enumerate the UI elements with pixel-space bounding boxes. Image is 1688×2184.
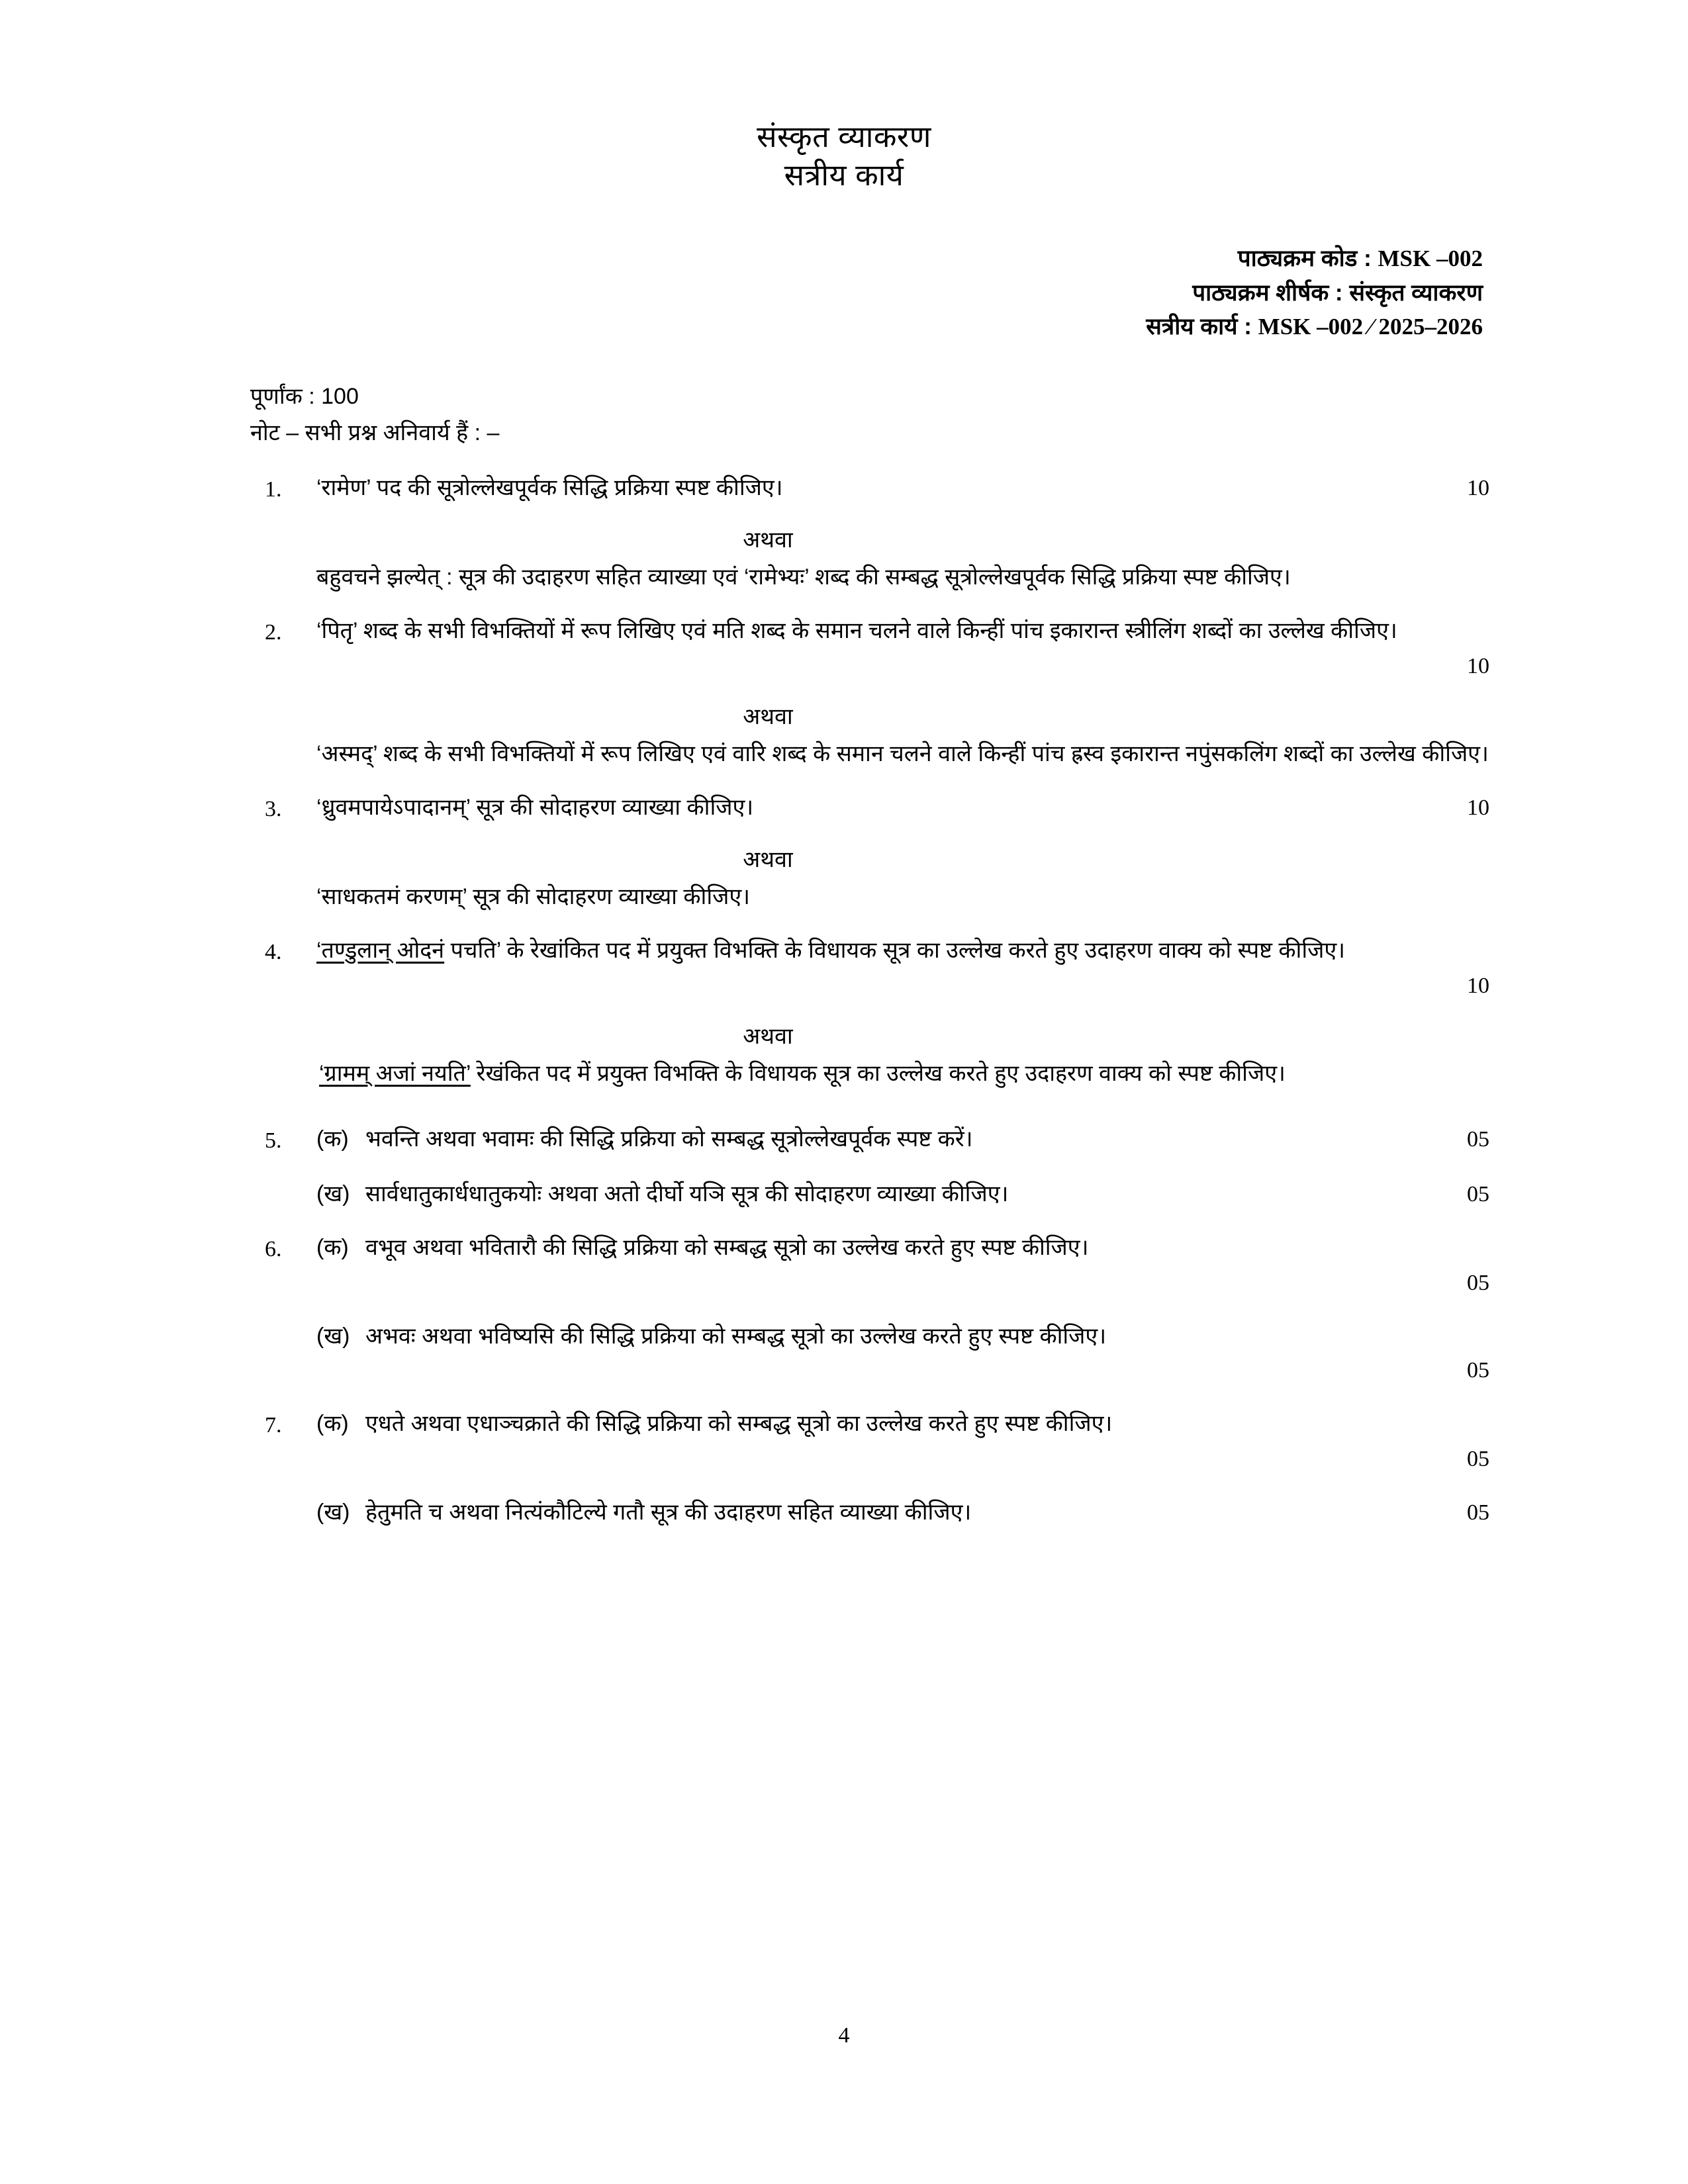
question-number-spacer <box>265 1496 316 1497</box>
question-number: 7. <box>265 1412 282 1437</box>
question-number-spacer <box>265 1320 316 1321</box>
question-underlined-phrase: ‘तण्डुलान् ओदनं <box>316 937 445 963</box>
questions-list <box>0 471 1688 1529</box>
part-text: अभवः अथवा भविष्यसि की सिद्धि प्रक्रिया को सम्बद्ध सूत्रो का उल्लेख करते हुए स्पष्ट कीजिए। <box>365 1323 1107 1349</box>
question-text: ‘ध्रुवमपायेऽपादानम्’ सूत्र की सोदाहरण व्याख्या कीजिए। <box>316 794 754 820</box>
alternative-text-rest: रेखंकित पद में प्रयुक्त विभक्ति के विधायक सूत्र का उल्लेख करते हुए उदाहरण वाक्य को स्पष्ट कीजिए। <box>470 1060 1286 1086</box>
question-alternative-text: बहुवचने झल्येत् : सूत्र की उदाहरण सहित व्याख्या एवं ‘रामेभ्यः’ शब्द की सम्बद्ध सूत्रोल्लेखपूर्वक सिद्धि प्रक्रिया स्पष्ट कीजिए। <box>316 564 1291 590</box>
question-text-rest: पचति’ के रेखांकित पद में प्रयुक्त विभक्ति के विधायक सूत्र का उल्लेख करते हुए उदाहरण वाक्य को स्पष्ट कीजिए। <box>444 937 1346 963</box>
part-marks: 05 <box>1467 1446 1489 1471</box>
question-item <box>265 614 1489 771</box>
page-number: 4 <box>838 2023 850 2048</box>
question-item <box>265 471 1489 594</box>
question-part <box>316 1407 1489 1441</box>
course-code-value: MSK –002 <box>1378 246 1483 272</box>
part-text: सार्वधातुकार्धधातुकयोः अथवा अतो दीर्घो यञि सूत्र की सोदाहरण व्याख्या कीजिए। <box>365 1181 1009 1206</box>
question-number: 5. <box>265 1128 282 1153</box>
question-text <box>316 934 1489 968</box>
alternative-underlined-phrase: ‘ग्रामम् अजां नयति’ <box>319 1060 471 1086</box>
question-part <box>316 1122 1410 1156</box>
course-title-row <box>0 276 1483 310</box>
question-part <box>316 1231 1489 1265</box>
question-number: 1. <box>265 477 282 502</box>
instructions-note: नोट – सभी प्रश्न अनिवार्य हैं : – <box>250 420 500 445</box>
question-number-spacer <box>265 1177 316 1179</box>
course-code-row <box>0 242 1483 275</box>
question-number: 4. <box>265 939 282 964</box>
max-marks: पूर्णांक : 100 <box>250 383 359 409</box>
part-label: (ख) <box>316 1323 350 1349</box>
assignment-label: सत्रीय कार्य : <box>1146 314 1252 340</box>
question-item <box>265 1407 1489 1529</box>
part-label: (क) <box>316 1234 349 1260</box>
page-title: संस्कृत व्याकरण <box>757 120 931 154</box>
part-marks: 05 <box>1467 1500 1489 1525</box>
question-number: 6. <box>265 1236 282 1261</box>
or-separator: अथवा <box>743 527 793 553</box>
course-code-label: पाठ्यक्रम कोड : <box>1237 246 1372 272</box>
course-title-label: पाठ्यक्रम शीर्षक : <box>1192 279 1343 306</box>
question-marks: 10 <box>1467 795 1489 820</box>
question-item <box>265 791 1489 914</box>
assignment-code-row <box>0 310 1483 343</box>
question-alternative-text: ‘साधकतमं करणम्’ सूत्र की सोदाहरण व्याख्या कीजिए। <box>316 884 751 909</box>
question-item <box>265 934 1489 1091</box>
question-marks: 10 <box>1467 973 1489 998</box>
part-label: (क) <box>316 1126 349 1152</box>
part-marks: 05 <box>1467 1181 1489 1206</box>
question-part <box>316 1177 1410 1211</box>
question-number: 2. <box>265 619 282 645</box>
part-text: हेतुमति च अथवा नित्यंकौटिल्ये गतौ सूत्र की उदाहरण सहित व्याख्या कीजिए। <box>365 1499 972 1525</box>
page-subtitle: सत्रीय कार्य <box>784 158 904 192</box>
exam-meta-block <box>0 379 1688 451</box>
course-meta-block <box>0 242 1688 343</box>
title-block <box>0 0 1688 194</box>
question-marks: 10 <box>1467 653 1489 678</box>
part-label: (ख) <box>316 1181 350 1206</box>
part-label: (क) <box>316 1410 349 1436</box>
question-item <box>265 1231 1489 1387</box>
part-text: भवन्ति अथवा भवामः की सिद्धि प्रक्रिया को सम्बद्ध सूत्रोल्लेखपूर्वक स्पष्ट करें। <box>365 1126 973 1152</box>
course-title-value: संस्कृत व्याकरण <box>1349 279 1483 306</box>
or-separator: अथवा <box>743 704 793 729</box>
question-part <box>316 1496 1410 1529</box>
assignment-value: MSK –002 ⁄ 2025–2026 <box>1258 314 1483 340</box>
question-alternative-text <box>265 1057 1489 1091</box>
or-separator: अथवा <box>743 846 793 872</box>
question-text: ‘रामेण’ पद की सूत्रोल्लेखपूर्वक सिद्धि प्रक्रिया स्पष्ट कीजिए। <box>316 475 783 500</box>
part-text: एधते अथवा एधाञ्चक्राते की सिद्धि प्रक्रिया को सम्बद्ध सूत्रो का उल्लेख करते हुए स्पष्ट कीजिए। <box>365 1410 1113 1436</box>
or-separator: अथवा <box>743 1023 793 1049</box>
part-marks: 05 <box>1467 1126 1489 1152</box>
part-text: वभूव अथवा भवितारौ की सिद्धि प्रक्रिया को सम्बद्ध सूत्रो का उल्लेख करते हुए स्पष्ट कीजिए। <box>365 1234 1089 1260</box>
question-number: 3. <box>265 796 282 821</box>
part-marks: 05 <box>1467 1270 1489 1295</box>
question-alternative-text: ‘अस्मद्’ शब्द के सभी विभक्तियों में रूप लिखिए एवं वारि शब्द के समान चलने वाले किन्हीं पांच ह्रस्व इकारान्त नपुंसकलिंग शब्दों का उल्लेख कीजिए। <box>316 741 1489 766</box>
question-part <box>316 1320 1489 1353</box>
part-marks: 05 <box>1467 1357 1489 1383</box>
question-text: ‘पितृ’ शब्द के सभी विभक्तियों में रूप लिखिए एवं मति शब्द के समान चलने वाले किन्हीं पांच इकारान्त स्त्रीलिंग शब्दों का उल्लेख कीजिए। <box>316 617 1397 643</box>
question-marks: 10 <box>1467 475 1489 500</box>
question-item <box>265 1122 1489 1211</box>
part-label: (ख) <box>316 1499 350 1525</box>
